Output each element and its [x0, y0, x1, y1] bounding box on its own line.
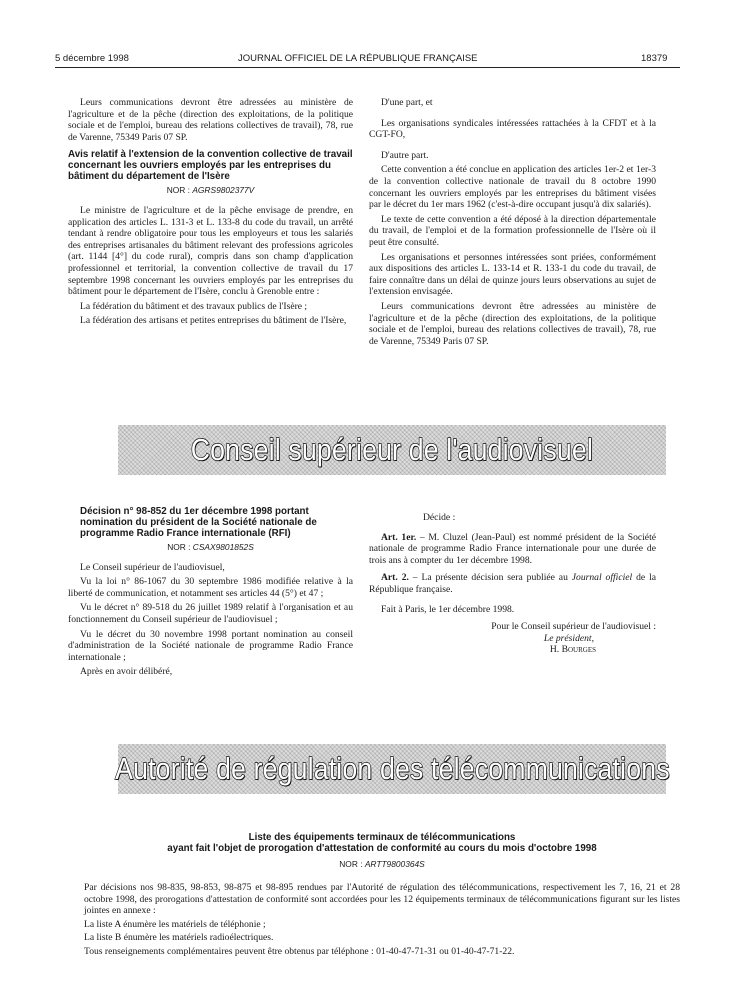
- avis-paragraph: La fédération des artisans et petites entreprises du bâtiment de l'Isère,: [80, 315, 347, 327]
- header-journal-title: JOURNAL OFFICIEL DE LA RÉPUBLIQUE FRANÇAISE: [238, 53, 478, 64]
- intro-paragraph: Leurs communications devront être adressées au ministère de l'agriculture et de la pêche (direction des exploitations, de la politique sociale et de l'emploi, bureau des relations collectives de travail), 78, rue de Varenne, 75349 Paris 07 SP.: [68, 97, 353, 143]
- article-2-label: Art. 2.: [381, 572, 409, 584]
- avis-paragraph: Les organisations syndicales intéressées rattachées à la CFDT et à la CGT-FO,: [369, 117, 656, 141]
- avis-paragraph: Les organisations et personnes intéressées sont priées, conformément aux dispositions des articles L. 133-14 et R. 133-1 du code du travail, de faire connaître dans un délai de quinze jours leurs observations au sujet de l'extension envisagée.: [369, 251, 656, 298]
- signature-block: [369, 621, 656, 656]
- decide-line: Décide :: [423, 512, 456, 523]
- article-1-label: Art. 1er.: [381, 531, 417, 543]
- nor-code: ARTT9800364S: [364, 859, 425, 869]
- article-2-journal: Journal officiel: [571, 572, 633, 584]
- decision-left-column: [68, 506, 353, 681]
- avis-right-column: [369, 97, 656, 350]
- article-1-text: – M. Cluzel (Jean-Paul) est nommé président de la Société nationale de programme Radio France internationale pour une durée de trois ans à compter du 1er décembre 1998.: [369, 531, 656, 566]
- nor-label: NOR :: [166, 185, 190, 196]
- nor-code: AGRS9802377V: [192, 185, 255, 196]
- liste-nor: [84, 859, 680, 869]
- article-2-text: – La présente décision sera publiée au: [408, 572, 572, 584]
- avis-paragraph: Leurs communications devront être adressées au ministère de l'agriculture et de la pêche (direction des exploitations, de la politique sociale et de l'emploi, bureau des relations collectives de travail), 78, rue de Varenne, 75349 Paris 07 SP.: [369, 300, 656, 347]
- header-date: 5 décembre 1998: [55, 53, 129, 64]
- avis-paragraph: D'une part, et: [381, 97, 433, 108]
- banner-csa: [118, 425, 666, 475]
- liste-title-line-2: ayant fait l'objet de prorogation d'attestation de conformité au cours du mois d'octobre 1998: [167, 843, 597, 854]
- liste-body: [84, 882, 680, 960]
- article-1: [369, 532, 656, 567]
- nor-label: NOR :: [339, 859, 363, 869]
- article-2-text-end: de la République française.: [369, 572, 656, 595]
- signature-line-1: Pour le Conseil supérieur de l'audiovisuel :: [491, 621, 656, 633]
- decision-right-column: [369, 512, 656, 656]
- banner-csa-title: Conseil supérieur de l'audiovisuel: [190, 432, 594, 467]
- decision-paragraph: Vu le décret n° 89-518 du 26 juillet 1989 relatif à l'organisation et au fonctionnement du Conseil supérieur de l'audiovisuel ;: [68, 602, 353, 625]
- header-page-number: 18379: [641, 53, 668, 64]
- avis-paragraph: Le ministre de l'agriculture et de la pêche envisage de prendre, en application des articles L. 131-3 et L. 133-8 du code du travail, un arrêté tendant à rendre obligatoire pour tous les employeurs et tous les salariés des entreprises artisanales du bâtiment relevant des professions agricoles (art. 1144 [4°] du code rural), compris dans son champ d'application professionnel et territorial, la convention collective de travail du 17 septembre 1998 concernant les ouvriers employés par les entreprises du bâtiment pour le département de l'Isère, conclu à Grenoble entre :: [68, 204, 353, 298]
- liste-title-line-1: Liste des équipements terminaux de télécommunications: [248, 832, 516, 843]
- avis-paragraph: D'autre part.: [381, 149, 429, 161]
- signature-name: H. Bourges: [549, 644, 596, 656]
- signature-role-wrap: [369, 633, 656, 645]
- avis-title: Avis relatif à l'extension de la convention collective de travail concernant les ouvriers employés par les entreprises du bâtiment du département de l'Isère: [68, 149, 353, 183]
- decision-paragraph: Après en avoir délibéré,: [80, 666, 173, 678]
- avis-nor: [68, 185, 353, 197]
- avis-paragraph: La fédération du bâtiment et des travaux publics de l'Isère ;: [80, 300, 308, 312]
- signature-role: Le président,: [543, 632, 594, 644]
- liste-paragraph: La liste B énumère les matériels radioélectriques.: [84, 932, 274, 944]
- decision-title: Décision n° 98-852 du 1er décembre 1998 portant nomination du président de la Société nationale de programme Radio France internationale (RFI): [80, 506, 317, 539]
- liste-title-block: [84, 832, 680, 877]
- avis-left-column: [68, 97, 353, 330]
- liste-paragraph: La liste A énumère les matériels de téléphonie ;: [84, 918, 266, 930]
- liste-paragraph: Tous renseignements complémentaires peuvent être obtenus par téléphone : 01-40-47-71-31 ou 01-40-47-71-22.: [84, 945, 515, 957]
- decision-paragraph: Vu le décret du 30 novembre 1998 portant nomination au conseil d'administration de la Société nationale de programme Radio France internationale ;: [68, 628, 353, 663]
- article-2: [369, 572, 656, 595]
- nor-code: CSAX9801852S: [192, 542, 254, 552]
- liste-paragraph: Par décisions nos 98-835, 98-853, 98-875 et 98-895 rendues par l'Autorité de régulation des télécommunications, respectivement les 7, 16, 21 et 28 octobre 1998, des prorogations d'attestation de conformité sont accordées pour les 12 équipements terminaux de télécommunications figurant sur les listes jointes en annexe :: [84, 882, 680, 917]
- nor-label: NOR :: [167, 542, 191, 552]
- avis-paragraph: Cette convention a été conclue en application des articles 1er-2 et 1er-3 de la convention collective nationale de travail du 8 octobre 1990 concernant les ouvriers employés par les entreprises du bâtiment visées par le décret du 1er mars 1962 (c'est-à-dire occupant jusqu'à dix salariés).: [369, 164, 656, 211]
- banner-art: [114, 744, 670, 794]
- decision-paragraph: Le Conseil supérieur de l'audiovisuel,: [80, 561, 225, 573]
- decision-nor: [68, 542, 353, 554]
- avis-paragraph: Le texte de cette convention a été déposé à la direction départementale du travail, de l'emploi et de la formation professionnelle de l'Isère où il peut être consulté.: [369, 213, 656, 248]
- banner-art-title: Autorité de régulation des télécommunications: [114, 751, 670, 786]
- decision-paragraph: Vu la loi n° 86-1067 du 30 septembre 1986 modifiée relative à la liberté de communication, et notamment ses articles 44 (5°) et 47 ;: [68, 576, 353, 599]
- fait-line: Fait à Paris, le 1er décembre 1998.: [381, 603, 515, 615]
- header-rule: [55, 67, 680, 68]
